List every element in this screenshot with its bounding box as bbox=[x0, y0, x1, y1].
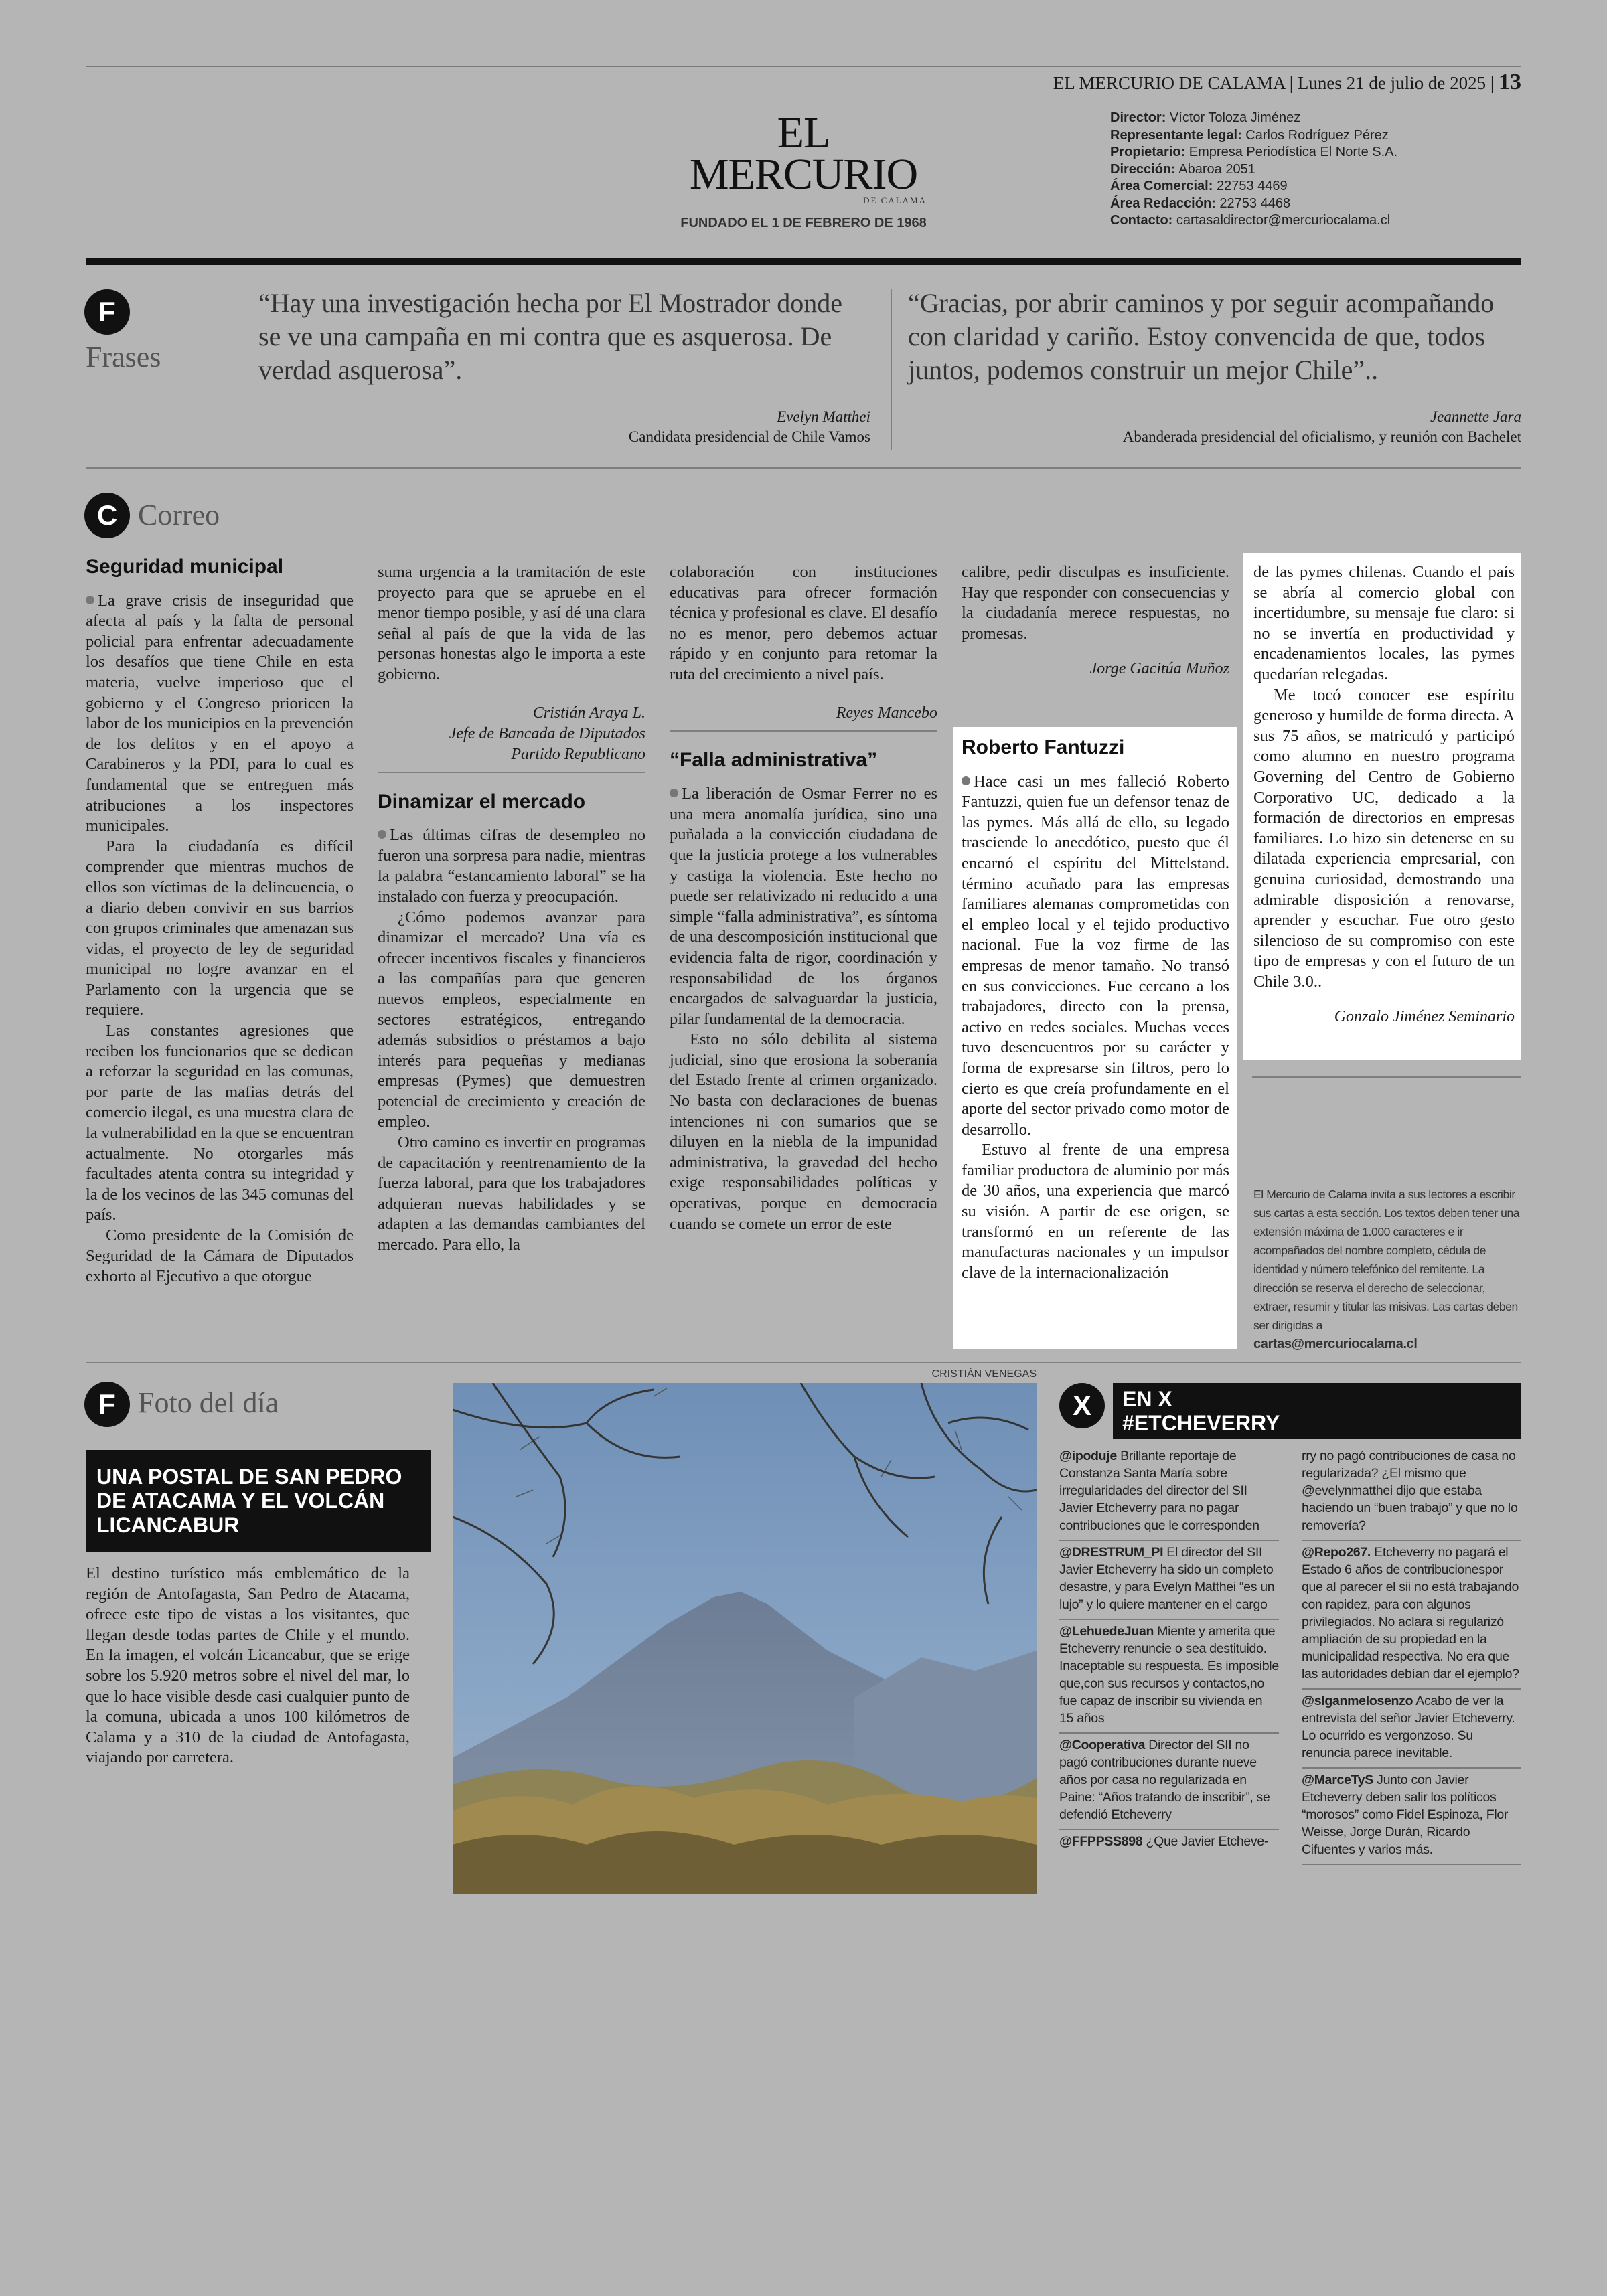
letter-paragraph: colaboración con instituciones educativas para ofrecer formación técnica y profesional es clave. El desafío no es menor, pero debemos actuar rápido y en conjunto para retomar la ruta del crecimiento a nivel país. bbox=[670, 563, 937, 683]
bullet-dot-icon bbox=[86, 596, 94, 604]
x-icon: X bbox=[1059, 1383, 1105, 1428]
highlighted-letter-box-continued bbox=[1243, 553, 1521, 1060]
quote-divider bbox=[891, 289, 892, 450]
letter-title: Roberto Fantuzzi bbox=[962, 736, 1125, 758]
volcano-landscape-image bbox=[453, 1383, 1037, 1894]
newspaper-logo bbox=[676, 108, 931, 231]
bullet-dot-icon bbox=[962, 776, 970, 785]
staff-line: Propietario: Empresa Periodística El Norte S.A. bbox=[1110, 145, 1398, 159]
tweet-column-left bbox=[1059, 1445, 1279, 1853]
tweet-item[interactable]: @DRESTRUM_PI El director del SII Javier Etcheverry ha sido un completo desastre, y para Evelyn Matthei “es un lujo” y lo quiere mantener en el cargo bbox=[1059, 1541, 1279, 1620]
top-rule bbox=[86, 66, 1521, 67]
quote-1-attribution bbox=[469, 407, 870, 447]
letter-paragraph: La liberación de Osmar Ferrer no es una mera anomalía jurídica, sino una puñalada a la convicción ciudadana de que la justicia protege a los vulnerables y castiga la violencia. Este hecho no puede ser relativizado ni reducido a una simple “falla administrativa”, es síntoma de una descomposición institucional que evidencia falta de rigor, coordinación y responsabilidad de los órganos encargados de salvaguardar la justicia, pilar fundamental de la democracia. bbox=[670, 785, 937, 1028]
submission-note: El Mercurio de Calama invita a sus lectores a escribir sus cartas a esta sección. Los textos deben tener una extensión máxima de 1.000 caracteres e ir acompañados del nombre completo, cédula de identidad y número telefónico del remitente. La dirección se reserva el derecho de seleccionar, extraer, resumir y titular las misivas. Las cartas deben ser dirigidas a cartas@mercuriocalama.cl bbox=[1253, 1187, 1520, 1351]
quote-1-role: Candidata presidencial de Chile Vamos bbox=[628, 428, 870, 445]
quote-1-author: Evelyn Matthei bbox=[777, 408, 870, 425]
letter-divider bbox=[670, 730, 937, 732]
photo-headline: UNA POSTAL DE SAN PEDRO DE ATACAMA Y EL VOLCÁN LICANCABUR bbox=[86, 1450, 431, 1552]
quote-2-author: Jeannette Jara bbox=[1430, 408, 1521, 425]
letter-paragraph: de las pymes chilenas. Cuando el país se abría al comercio global con incertidumbre, su mensaje fue claro: si no se invertía en productividad y encadenamientos locales, las pymes quedarían relegadas. bbox=[1253, 563, 1515, 683]
letter-paragraph: Para la ciudadanía es difícil comprender que mientras muchos de ellos son víctimas de la delincuencia, o a diario deben convivir en sus barrios con grupos criminales que amenazan sus vidas, el proyecto de ley de seguridad municipal no logre avanzar en el Parlamento con la urgencia que se requiere. bbox=[86, 837, 354, 1019]
quote-2-role: Abanderada presidencial del oficialismo, y reunión con Bachelet bbox=[1122, 428, 1521, 445]
frases-bottom-rule bbox=[86, 467, 1521, 469]
letter-signature: Gonzalo Jiménez Seminario bbox=[1334, 1008, 1515, 1026]
note-rule bbox=[1252, 1076, 1521, 1078]
bullet-dot-icon bbox=[378, 830, 386, 839]
quote-2-attribution bbox=[1004, 407, 1521, 447]
masthead-info bbox=[1053, 70, 1521, 95]
founded-date: FUNDADO EL 1 DE FEBRERO DE 1968 bbox=[680, 216, 927, 230]
page-number: 13 bbox=[1499, 70, 1521, 94]
letter-title: Seguridad municipal bbox=[86, 556, 284, 578]
letter-column-2 bbox=[378, 562, 645, 1256]
staff-line[interactable]: Contacto: cartasaldirector@mercuriocalama.cl bbox=[1110, 213, 1391, 228]
staff-line: Área Redacción: 22753 4468 bbox=[1110, 195, 1291, 211]
letter-divider bbox=[378, 772, 645, 773]
correo-label: Correo bbox=[138, 499, 220, 531]
letter-column-3 bbox=[670, 562, 937, 1234]
tweet-item[interactable]: @MarceTyS Junto con Javier Etcheverry deben salir los políticos “morosos” como Fidel Espinoza, Flor Weisse, Jorge Durán, Ricardo Cifuentes y varios más. bbox=[1302, 1769, 1521, 1865]
quote-2: “Gracias, por abrir caminos y por seguir acompañando con claridad y cariño. Estoy convencida de que, todos juntos, podemos construir un mejor Chile”.. bbox=[908, 288, 1495, 385]
letter-signature-role: Jefe de Bancada de Diputados bbox=[449, 724, 645, 742]
tweet-column-right bbox=[1302, 1445, 1521, 1865]
tweet-item[interactable]: @Repo267. Etcheverry no pagará el Estado 6 años de contribucionespor que al parecer el sii no está trabajando con rapidez, para con algunos privilegiados. No aclara si regularizó ampliación de su propiedad en la municipalidad respectiva. No era que las autoridades debían dar el ejemplo? bbox=[1302, 1541, 1521, 1690]
x-section-title: EN X #ETCHEVERRY bbox=[1113, 1383, 1521, 1439]
staff-line: Área Comercial: 22753 4469 bbox=[1110, 179, 1288, 193]
correo-icon: C bbox=[84, 493, 130, 538]
letter-paragraph: Las últimas cifras de desempleo no fueron una sorpresa para nadie, mientras la palabra “estancamiento laboral” se ha instalado con fuerza y preocupación. bbox=[378, 826, 645, 906]
staff-line: Representante legal: Carlos Rodríguez Pérez bbox=[1110, 127, 1389, 143]
tweet-item[interactable]: @ipoduje Brillante reportaje de Constanza Santa María sobre irregularidades del director del SII Javier Etcheverry para no pagar contribuciones que le corresponden bbox=[1059, 1445, 1279, 1541]
letter-column-1 bbox=[86, 557, 354, 1287]
letter-paragraph: ¿Cómo podemos avanzar para dinamizar el mercado? Una vía es ofrecer incentivos fiscales y financieros a las compañías para que generen nuevos empleos, especialmente en sectores estratégicos, entregando además subsidios o préstamos a bajo interés para pequeñas y medianas empresas (Pymes) que demuestren potencial de crecimiento y creación de empleo. bbox=[378, 908, 645, 1131]
letter-title: “Falla administrativa” bbox=[670, 748, 878, 771]
foto-icon: F bbox=[84, 1382, 130, 1427]
logo-title: EL MERCURIO bbox=[689, 108, 918, 199]
photo-credit: CRISTIÁN VENEGAS bbox=[931, 1368, 1037, 1380]
photo-caption: El destino turístico más emblemático de la región de Antofagasta, San Pedro de Atacama, ofrece este tipo de vistas a los visitantes, que llegan desde todas partes de Chile y el mundo. En la imagen, el volcán Licancabur, que se erige sobre los 5.920 metros sobre el nivel del mar, lo que lo hace visible desde casi cualquier punto de la comuna, ubicada a unos 100 kilómetros de Calama y a 310 de la ciudad de Antofagasta, viajando por carretera. bbox=[86, 1564, 410, 1767]
letter-paragraph: Estuvo al frente de una empresa familiar productora de aluminio por más de 30 años, una experiencia que marcó su visión. A partir de ese origen, se transformó en un referente de las manufacturas nacionales y un impulsor clave de la internacionalización bbox=[962, 1141, 1229, 1282]
letter-signature: Jorge Gacitúa Muñoz bbox=[1089, 660, 1229, 678]
letter-paragraph: Hace casi un mes falleció Roberto Fantuzzi, quien fue un defensor tenaz de las pymes. Más allá de ello, su legado trasciende lo anecdótico, puesto que él encarnó el espíritu del Mittelstand. término acuñado para las empresas familiares alemanas comprometidas con el empleo local y el tejido productivo nacional. Fue la voz firme de las empresas de menor tamaño. No transó en sus convicciones. Fue cercano a los trabajadores, directo con la prensa, activo en redes sociales. Muchas veces tuvo desencuentros por su carácter y forma de expresarse sin filtros, pero lo cierto es que creía profundamente en el aporte del sector privado como motor de desarrollo. bbox=[962, 772, 1229, 1139]
letter-paragraph: Como presidente de la Comisión de Seguridad de la Cámara de Diputados exhorto al Ejecutivo a que otorgue bbox=[86, 1226, 354, 1286]
letter-paragraph: La grave crisis de inseguridad que afecta al país y la falta de personal policial para enfrentar adecuadamente los desafíos que tiene Chile en esta materia, vuelve imperioso que el gobierno y el Congreso prioricen la labor de los municipios en la prevención de los delitos y en el apoyo a Carabineros y la PDI, para lo cual es fundamental que se entreguen más atribuciones a los inspectores municipales. bbox=[86, 591, 354, 835]
letter-paragraph: Las constantes agresiones que reciben los funcionarios que se dedican a reforzar la seguridad en las comunas, por parte de las mafias detrás del comercio ilegal, es una muestra clara de la vulnerabilidad en la que se encuentran actualmente. No otorgarles más facultades atenta contra su integridad y la de los vecinos de las 345 comunas del país. bbox=[86, 1021, 354, 1224]
tweet-item[interactable]: @slganmelosenzo Acabo de ver la entrevista del señor Javier Etcheverry. Lo ocurrido es vergonzoso. Su renuncia parece inevitable. bbox=[1302, 1690, 1521, 1769]
frases-icon: F bbox=[84, 289, 130, 335]
tweet-item[interactable]: @Cooperativa Director del SII no pagó contribuciones durante nueve años por casa no regularizada en Paine: “Años tratando de inscribir”, se defendió Etcheverry bbox=[1059, 1734, 1279, 1830]
frases-label: Frases bbox=[86, 341, 161, 374]
paper-date: EL MERCURIO DE CALAMA | Lunes 21 de julio de 2025 | bbox=[1053, 73, 1495, 93]
quote-1: “Hay una investigación hecha por El Mostrador donde se ve una campaña en mi contra que es asquerosa. De verdad asquerosa”. bbox=[258, 288, 842, 385]
letter-signature: Reyes Mancebo bbox=[836, 704, 937, 722]
section-rule bbox=[86, 258, 1521, 265]
letter-paragraph: Esto no sólo debilita al sistema judicial, sino que erosiona la soberanía del Estado frente al crimen organizado. No basta con declaraciones de buenas intenciones ni con sumarios que se diluyen en la niebla de la impunidad administrativa, la gravedad del hecho exige responsabilidades políticas y operativas, porque en democracia cuando se comete un error de este bbox=[670, 1030, 937, 1233]
staff-line: Dirección: Abaroa 2051 bbox=[1110, 161, 1255, 177]
letter-paragraph: Otro camino es invertir en programas de capacitación y reentrenamiento de la fuerza laboral, para que los trabajadores adquieran nuevas habilidades y se adapten a las demandas cambiantes del mercado. Para ello, la bbox=[378, 1133, 645, 1254]
photo-licancabur bbox=[453, 1383, 1037, 1894]
staff-line: Director: Víctor Toloza Jiménez bbox=[1110, 110, 1301, 125]
tweet-item[interactable]: @FFPPSS898 ¿Que Javier Etcheve- bbox=[1059, 1834, 1269, 1849]
letter-signature: Cristián Araya L. bbox=[532, 704, 645, 722]
foto-label: Foto del día bbox=[138, 1386, 279, 1419]
letter-column-4 bbox=[962, 562, 1229, 679]
tweet-item[interactable]: rry no pagó contribuciones de casa no regularizada? ¿El mismo que @evelynmatthei dijo que estaba haciendo un “buen trabajo” y que no lo removería? bbox=[1302, 1445, 1521, 1541]
letter-signature-party: Partido Republicano bbox=[511, 745, 645, 763]
submission-email[interactable]: cartas@mercuriocalama.cl bbox=[1253, 1337, 1418, 1351]
letter-paragraph: calibre, pedir disculpas es insuficiente. Hay que responder con consecuencias y la ciudadanía merece respuestas, no promesas. bbox=[962, 563, 1229, 643]
letter-paragraph: Me tocó conocer ese espíritu generoso y humilde de forma directa. A sus 75 años, se matriculó y participó como alumno en nuestro programa Governing del Centro de Gobierno Corporativo UC, dedicado a la formación de directorios en empresas familiares. Lo hizo sin detenerse en su dilatada experiencia empresarial, con genuina curiosidad, demostrando una admirable disposición a renovarse, aprender y escuchar. Fue otro gesto silencioso de su compromiso con este tipo de empresas y con el futuro de un Chile 3.0.. bbox=[1253, 685, 1515, 991]
logo-subtitle: DE CALAMA bbox=[863, 195, 927, 206]
letter-paragraph: suma urgencia a la tramitación de este proyecto para que se apruebe en el menor tiempo posible, y así dé una clara señal al país de que la vida de las personas honestas algo le importa a este gobierno. bbox=[378, 563, 645, 683]
highlighted-letter-box bbox=[953, 727, 1237, 1349]
staff-box bbox=[1110, 110, 1397, 230]
bullet-dot-icon bbox=[670, 789, 678, 797]
tweet-item[interactable]: @LehuedeJuan Miente y amerita que Etcheverry renuncie o sea destituido. Inaceptable su respuesta. Es imposible que,con sus recursos y contactos,no fue capaz de inscribir su vivienda en 15 años bbox=[1059, 1620, 1279, 1734]
letter-title: Dinamizar el mercado bbox=[378, 790, 586, 813]
correo-bottom-rule bbox=[86, 1362, 1521, 1363]
